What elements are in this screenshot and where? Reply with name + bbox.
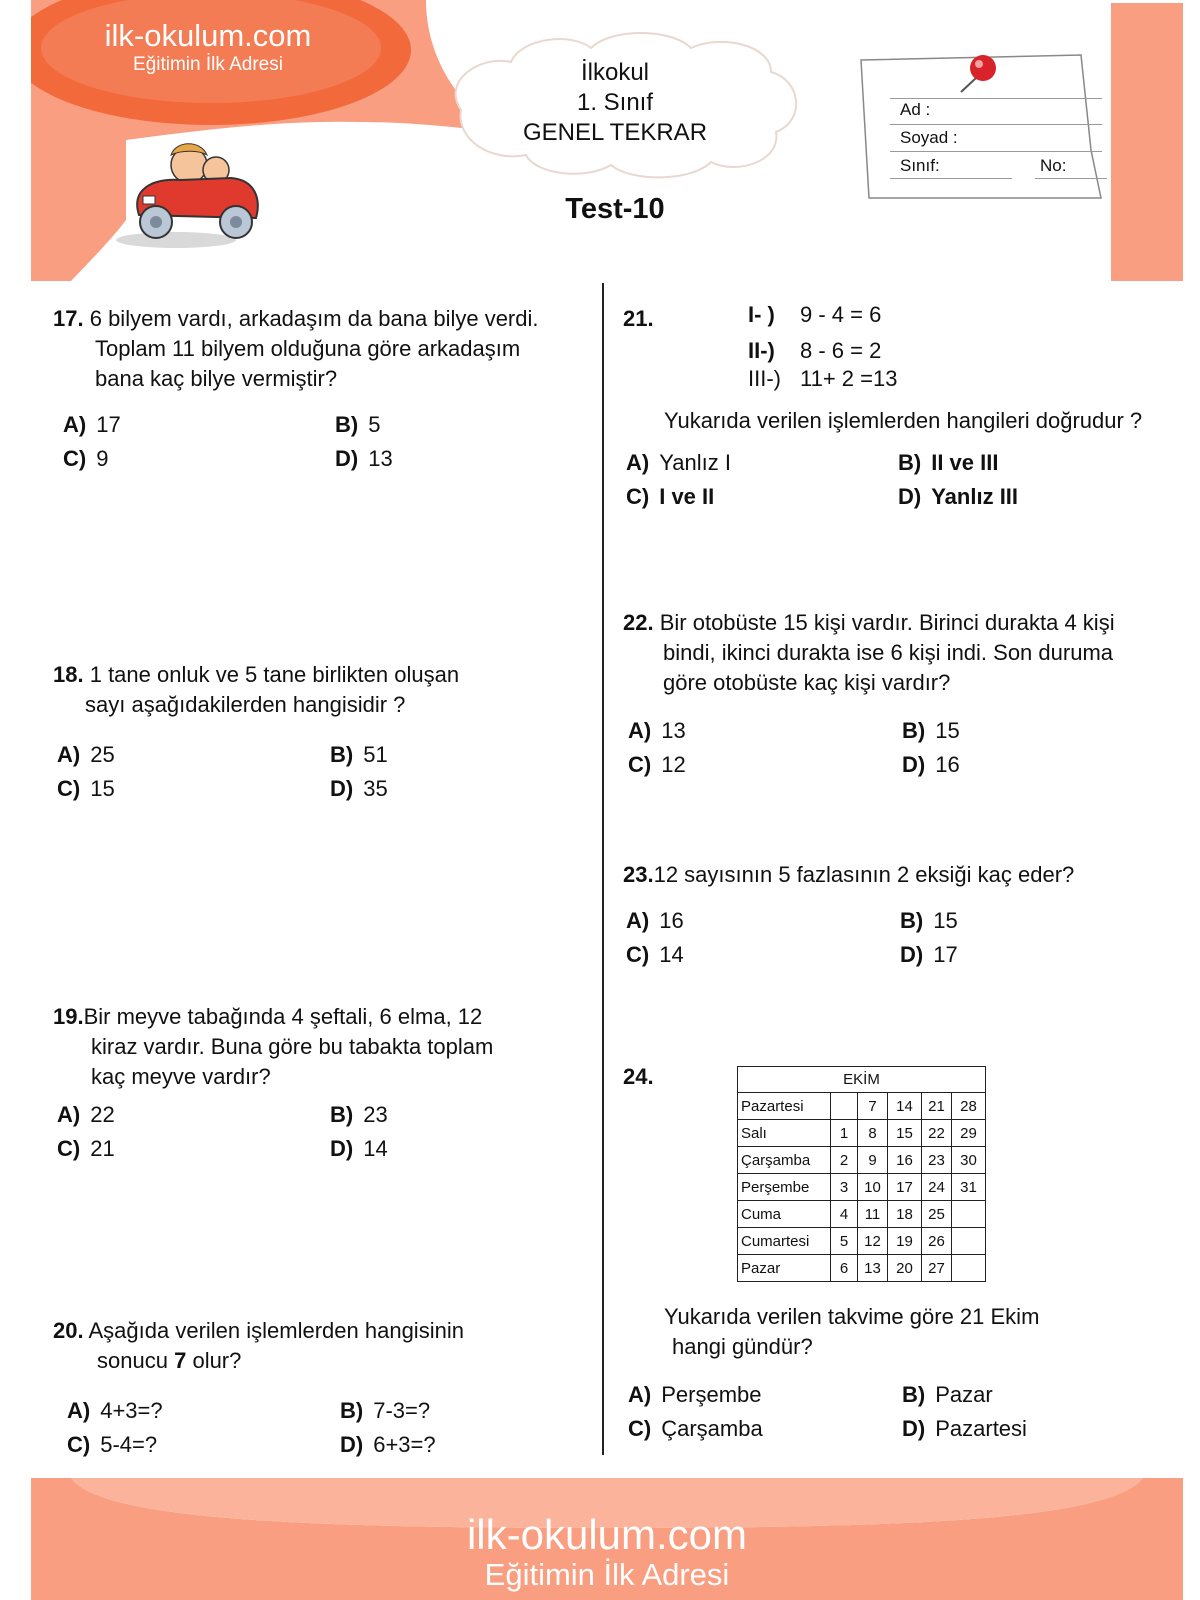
option-key: A): [57, 1102, 81, 1127]
date-cell: [952, 1228, 986, 1255]
option-d[interactable]: [902, 750, 960, 780]
calendar-row: [738, 1201, 986, 1228]
question-text-line: göre otobüste kaç kişi vardır?: [663, 670, 951, 695]
question-24-number: 24.: [623, 1064, 654, 1089]
date-cell: 21: [922, 1093, 952, 1120]
date-cell: [831, 1093, 858, 1120]
calendar-row: [738, 1093, 986, 1120]
option-text: Pazartesi: [935, 1416, 1027, 1441]
date-cell: 25: [922, 1201, 952, 1228]
question-text-line: kiraz vardır. Buna göre bu tabakta toplam: [91, 1034, 494, 1059]
class-label: Sınıf:: [900, 156, 940, 175]
calendar-row: [738, 1228, 986, 1255]
option-d[interactable]: [902, 1414, 1027, 1444]
option-text: 9: [96, 446, 109, 471]
option-text: 13: [368, 446, 393, 471]
date-cell: 19: [888, 1228, 922, 1255]
option-key: D): [330, 776, 354, 801]
option-key: C): [626, 942, 650, 967]
name-line-top: [890, 98, 1102, 99]
option-b[interactable]: [330, 1100, 388, 1130]
option-text: 51: [363, 742, 388, 767]
question-text-line: hangi gündür?: [672, 1334, 813, 1359]
option-key: C): [63, 446, 87, 471]
option-text: 17: [933, 942, 958, 967]
weekday: Çarşamba: [738, 1147, 831, 1174]
date-cell: 3: [831, 1174, 858, 1201]
date-cell: 4: [831, 1201, 858, 1228]
date-cell: 28: [952, 1093, 986, 1120]
option-key: B): [340, 1398, 364, 1423]
option-text: 13: [661, 718, 686, 743]
test-title: Test-10: [565, 193, 665, 225]
question-text-line: 12 sayısının 5 fazlasının 2 eksiği kaç eder?: [653, 862, 1075, 887]
column-divider: [602, 283, 604, 1455]
question-number: 23.: [623, 862, 654, 887]
date-cell: 17: [888, 1174, 922, 1201]
question-number: 20.: [53, 1318, 84, 1343]
option-key: A): [628, 718, 652, 743]
option-text: 6+3=?: [373, 1432, 436, 1457]
calendar-table: [737, 1066, 986, 1282]
option-key: A): [63, 412, 87, 437]
option-a[interactable]: [67, 1396, 163, 1426]
option-key: C): [628, 1416, 652, 1441]
option-c[interactable]: [628, 750, 686, 780]
footer-slogan: Eğitimin İlk Adresi: [484, 1557, 730, 1592]
option-text: 23: [363, 1102, 388, 1127]
question-text-line: Bir meyve tabağında 4 şeftali, 6 elma, 12: [83, 1004, 483, 1029]
option-b[interactable]: [335, 410, 380, 440]
brand-logo: [68, 18, 348, 76]
option-text: II ve III: [931, 450, 999, 475]
date-cell: 8: [858, 1120, 888, 1147]
surname-line[interactable]: [890, 151, 1102, 152]
question-number: 19.: [53, 1004, 84, 1029]
option-text: 25: [90, 742, 115, 767]
option-key: D): [898, 484, 922, 509]
date-cell: 6: [831, 1255, 858, 1282]
option-text: 15: [90, 776, 115, 801]
option-key: B): [902, 1382, 926, 1407]
option-text: Yanlız I: [659, 450, 731, 475]
date-cell: 14: [888, 1093, 922, 1120]
name-label: Ad :: [900, 100, 931, 119]
class-line[interactable]: [890, 178, 1012, 179]
question-text-line: Bir otobüste 15 kişi vardır. Birinci durakta 4 kişi: [659, 610, 1115, 635]
option-text: 14: [363, 1136, 388, 1161]
question-24-prompt: [664, 1302, 1039, 1362]
calendar-month: EKİM: [738, 1067, 986, 1093]
option-key: A): [67, 1398, 91, 1423]
date-cell: [952, 1201, 986, 1228]
date-cell: 16: [888, 1147, 922, 1174]
option-key: D): [902, 752, 926, 777]
option-text: 16: [659, 908, 684, 933]
date-cell: 31: [952, 1174, 986, 1201]
date-cell: 18: [888, 1201, 922, 1228]
option-text: 16: [935, 752, 960, 777]
option-key: C): [628, 752, 652, 777]
option-text: 35: [363, 776, 388, 801]
question-text-line: olur?: [192, 1348, 242, 1373]
question-22: [623, 608, 1115, 698]
question-text-line: Aşağıda verilen işlemlerden hangisinin: [88, 1318, 464, 1343]
question-19: [53, 1002, 493, 1092]
option-text: Çarşamba: [661, 1416, 763, 1441]
date-cell: 9: [858, 1147, 888, 1174]
calendar-row: [738, 1147, 986, 1174]
option-text: 5-4=?: [100, 1432, 158, 1457]
operation-3: III-) 11+ 2 =13: [748, 366, 898, 391]
option-c[interactable]: [57, 774, 115, 804]
question-number: 18.: [53, 662, 84, 687]
option-key: A): [57, 742, 81, 767]
question-text-line: 6 bilyem vardı, arkadaşım da bana bilye verdi.: [89, 306, 539, 331]
option-key: B): [898, 450, 922, 475]
date-cell: 24: [922, 1174, 952, 1201]
calendar-row: [738, 1255, 986, 1282]
option-key: A): [626, 908, 650, 933]
option-key: B): [900, 908, 924, 933]
question-21-prompt: Yukarıda verilen işlemlerden hangileri doğrudur ?: [664, 408, 1143, 433]
question-text-line: Toplam 11 bilyem olduğuna göre arkadaşım: [95, 336, 521, 361]
option-text: I ve II: [659, 484, 715, 509]
option-key: D): [335, 446, 359, 471]
option-text: 15: [933, 908, 958, 933]
option-a[interactable]: [626, 906, 684, 936]
option-key: A): [626, 450, 650, 475]
option-key: D): [900, 942, 924, 967]
option-key: B): [330, 742, 354, 767]
date-cell: 11: [858, 1201, 888, 1228]
calendar-row: [738, 1174, 986, 1201]
option-d[interactable]: [330, 774, 388, 804]
option-d[interactable]: [900, 940, 958, 970]
option-key: C): [67, 1432, 91, 1457]
date-cell: 2: [831, 1147, 858, 1174]
option-key: D): [902, 1416, 926, 1441]
operation-2: II-) 8 - 6 = 2: [748, 338, 882, 363]
level-label: İlkokul: [580, 59, 650, 86]
option-a[interactable]: [628, 716, 686, 746]
date-cell: 7: [858, 1093, 888, 1120]
question-number: 17.: [53, 306, 84, 331]
option-text: 15: [935, 718, 960, 743]
question-text-line: kaç meyve vardır?: [91, 1064, 271, 1089]
footer-brand: [31, 1512, 1183, 1592]
weekday: Pazar: [738, 1255, 831, 1282]
option-text: Yanlız III: [931, 484, 1019, 509]
date-cell: 15: [888, 1120, 922, 1147]
option-text: Pazar: [935, 1382, 993, 1407]
option-c[interactable]: [626, 482, 714, 512]
option-c[interactable]: [67, 1430, 157, 1460]
question-text-line: Yukarıda verilen takvime göre 21 Ekim: [664, 1304, 1040, 1329]
option-key: C): [57, 1136, 81, 1161]
option-b[interactable]: [902, 1380, 993, 1410]
question-text-line: 1 tane onluk ve 5 tane birlikten oluşan: [89, 662, 460, 687]
date-cell: [952, 1255, 986, 1282]
option-a[interactable]: [57, 1100, 115, 1130]
brand-site: ilk-okulum.com: [104, 18, 312, 53]
date-cell: 23: [922, 1147, 952, 1174]
option-c[interactable]: [626, 940, 684, 970]
option-text: 12: [661, 752, 686, 777]
option-text: Perşembe: [661, 1382, 762, 1407]
option-a[interactable]: [628, 1380, 762, 1410]
option-text: 5: [368, 412, 381, 437]
option-text: 14: [659, 942, 684, 967]
option-b[interactable]: [330, 740, 388, 770]
question-text-line: bindi, ikinci durakta ise 6 kişi indi. Son duruma: [663, 640, 1114, 665]
option-key: D): [340, 1432, 364, 1457]
date-cell: 26: [922, 1228, 952, 1255]
option-key: B): [330, 1102, 354, 1127]
option-key: C): [626, 484, 650, 509]
option-d[interactable]: [340, 1430, 436, 1460]
brand-slogan: Eğitimin İlk Adresi: [133, 54, 283, 75]
option-d[interactable]: [335, 444, 393, 474]
highlighted-number: 7: [174, 1348, 187, 1373]
operation-1: I- ) 9 - 4 = 6: [748, 302, 882, 327]
date-cell: 22: [922, 1120, 952, 1147]
topic-label: GENEL TEKRAR: [522, 119, 708, 146]
option-key: C): [57, 776, 81, 801]
weekday: Pazartesi: [738, 1093, 831, 1120]
date-cell: 30: [952, 1147, 986, 1174]
date-cell: 27: [922, 1255, 952, 1282]
footer-site: ilk-okulum.com: [466, 1511, 748, 1558]
option-key: A): [628, 1382, 652, 1407]
number-label: No:: [1040, 156, 1067, 175]
option-a[interactable]: [57, 740, 115, 770]
date-cell: 1: [831, 1120, 858, 1147]
date-cell: 13: [858, 1255, 888, 1282]
option-key: D): [330, 1136, 354, 1161]
question-18: [53, 660, 459, 720]
question-23: [623, 860, 1074, 890]
option-text: 22: [90, 1102, 115, 1127]
weekday: Cuma: [738, 1201, 831, 1228]
option-b[interactable]: [898, 448, 998, 478]
question-21-number: 21.: [623, 306, 654, 331]
date-cell: 20: [888, 1255, 922, 1282]
option-text: 4+3=?: [100, 1398, 163, 1423]
weekday: Salı: [738, 1120, 831, 1147]
question-text-line: sayı aşağıdakilerden hangisidir ?: [85, 692, 406, 717]
date-cell: 29: [952, 1120, 986, 1147]
option-a[interactable]: [626, 448, 731, 478]
date-cell: 5: [831, 1228, 858, 1255]
option-d[interactable]: [898, 482, 1018, 512]
weekday: Cumartesi: [738, 1228, 831, 1255]
option-text: 21: [90, 1136, 115, 1161]
option-c[interactable]: [63, 444, 108, 474]
question-text-line: bana kaç bilye vermiştir?: [95, 366, 338, 391]
option-text: 7-3=?: [373, 1398, 431, 1423]
option-c[interactable]: [628, 1414, 763, 1444]
calendar-row: [738, 1120, 986, 1147]
date-cell: 10: [858, 1174, 888, 1201]
option-text: 17: [96, 412, 121, 437]
option-key: B): [335, 412, 359, 437]
question-17: [53, 304, 539, 394]
date-cell: 12: [858, 1228, 888, 1255]
option-a[interactable]: [63, 410, 121, 440]
question-text-line: sonucu: [97, 1348, 168, 1373]
grade-label: 1. Sınıf: [576, 89, 654, 116]
question-number: 22.: [623, 610, 654, 635]
option-c[interactable]: [57, 1134, 115, 1164]
question-20: [53, 1316, 464, 1376]
weekday: Perşembe: [738, 1174, 831, 1201]
option-d[interactable]: [330, 1134, 388, 1164]
option-b[interactable]: [340, 1396, 430, 1426]
name-line[interactable]: [890, 124, 1102, 125]
option-b[interactable]: [902, 716, 960, 746]
number-line[interactable]: [1035, 178, 1107, 179]
surname-label: Soyad :: [900, 128, 958, 147]
option-key: B): [902, 718, 926, 743]
option-b[interactable]: [900, 906, 958, 936]
worksheet-heading: [470, 58, 760, 148]
